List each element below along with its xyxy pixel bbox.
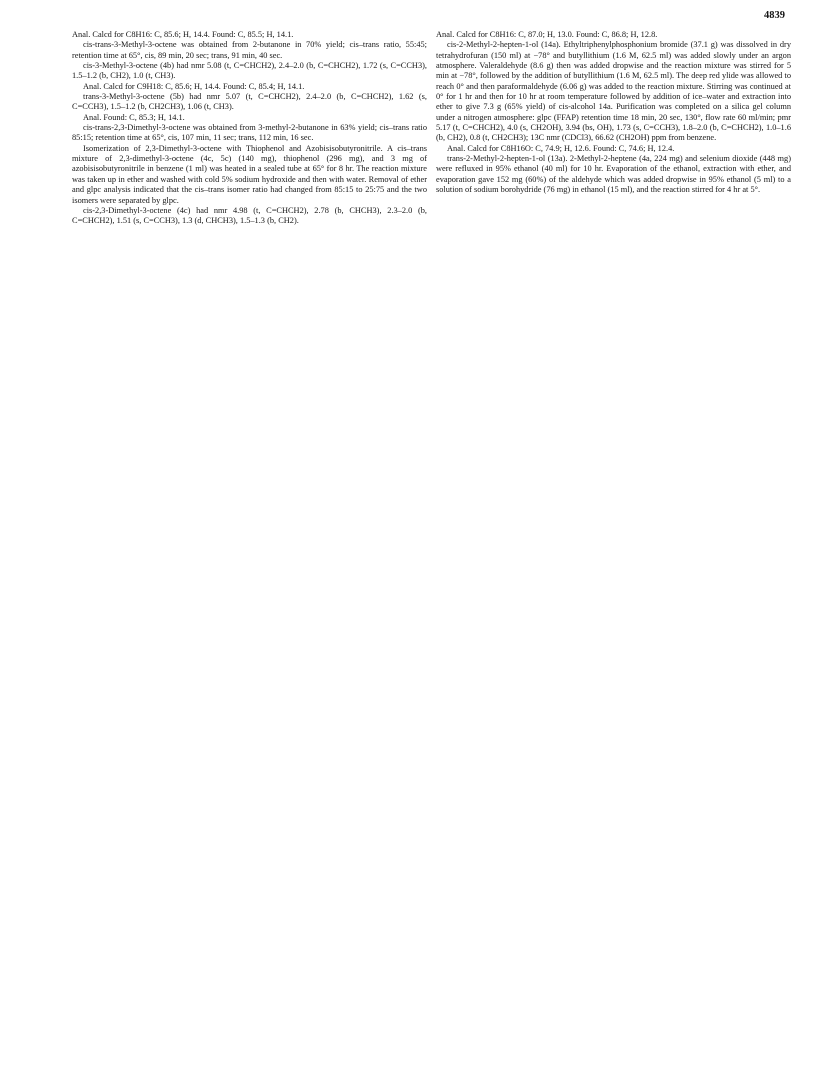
- paragraph: cis-3-Methyl-3-octene (4b) had nmr 5.08 (t, C=CHCH2), 2.4–2.0 (b, C=CHCH2), 1.72 (s, C=CCH3), 1.5–1.2 (b, CH2), 1.0 (t, CH3).: [72, 61, 427, 81]
- page-number: 4839: [764, 10, 785, 21]
- paragraph: Anal. Calcd for C8H16: C, 85.6; H, 14.4. Found: C, 85.5; H, 14.1.: [72, 30, 294, 39]
- paragraph: cis-2,3-Dimethyl-3-octene (4c) had nmr 4.98 (t, C=CHCH2), 2.78 (b, CHCH3), 2.3–2.0 (b, C=CHCH2), 1.51 (s, C=CCH3), 1.3 (d, CHCH3), 1.5–1.3 (b, CH2).: [72, 205, 427, 226]
- paragraph: cis-trans-3-Methyl-3-octene was obtained from 2-butanone in 70% yield; cis–trans ratio, 55:45; retention time at 65°, cis, 89 min, 20 sec; trans, 91 min, 40 sec.: [72, 40, 427, 60]
- paragraph: cis-trans-2,3-Dimethyl-3-octene was obtained from 3-methyl-2-butanone in 63% yield; cis–trans ratio 85:15; retention time at 65°, cis, 107 min, 11 sec; trans, 112 min, 16 sec.: [72, 123, 427, 143]
- left-column: [72, 30, 427, 227]
- paragraph: Anal. Calcd for C9H18: C, 85.6; H, 14.4. Found: C, 85.4; H, 14.1.: [83, 81, 305, 91]
- paragraph: cis-2-Methyl-2-hepten-1-ol (14a). Ethyltriphenylphosphonium bromide (37.1 g) was dissolved in dry tetrahydrofuran (150 ml) at −78° and butyllithium (1.6 M, 62.5 ml) was added slowly under an argon atmosphere. Valeraldehyde (8.6 g) then was added dropwise and the reaction mixture was stirred for 5 min at −78°, followed by the addition of butyllithium (1.6 M, 62.5 ml). The deep red ylide was allowed to reach 0° and then paraformaldehyde (6.06 g) was added to the reaction mixture. Stirring was continued at 0° for 1 hr and then for 10 hr at room temperature followed by addition of ice–water and extraction into ether to give 7.3 g (65% yield) of cis-alcohol 14a. Purification was completed on a silica gel column under a nitrogen atmosphere: glpc (FFAP) retention time 18 min, 20 sec, 130°, flow rate 60 ml/min; pmr 5.17 (t, C=CHCH2), 4.0 (s, CH2OH), 3.94 (bs, OH), 1.73 (s, C=CCH3), 1.8–2.0 (b, C=CHCH2), 1.0–1.6 (b, CH2), 0.8 (t, CH2CH3); 13C nmr (CDCl3), 66.62 (CH2OH) ppm from benzene.: [436, 40, 791, 143]
- paragraph: Anal. Calcd for C8H16O: C, 74.9; H, 12.6. Found: C, 74.6; H, 12.4.: [447, 143, 675, 153]
- paragraph: Anal. Calcd for C8H16: C, 87.0; H, 13.0. Found: C, 86.8; H, 12.8.: [436, 30, 658, 39]
- paragraph: Isomerization of 2,3-Dimethyl-3-octene with Thiophenol and Azobisisobutyronitrile. A cis–trans mixture of 2,3-dimethyl-3-octene (4c, 5c) (140 mg), thiophenol (296 mg), and 3 mg of azobisisobutyronitrile in benzene (1 ml) was heated in a sealed tube at 65° for 8 hr. The reaction mixture was taken up in ether and washed with cold 5% sodium hydroxide and then with water. Removal of ether and glpc analysis indicated that the cis–trans isomer ratio had changed from 85:15 to 25:75 and the two isomers were separated by glpc.: [72, 143, 427, 205]
- paragraph: Anal. Found: C, 85.3; H, 14.1.: [83, 112, 185, 122]
- paragraph: trans-2-Methyl-2-hepten-1-ol (13a). 2-Methyl-2-heptene (4a, 224 mg) and selenium dioxide (448 mg) were refluxed in 95% ethanol (40 ml) for 10 hr. Evaporation of the ethanol, extraction with ether, and evaporation gave 152 mg (60%) of the aldehyde which was added dropwise in 95% ethanol (5 ml) to a solution of sodium borohydride (76 mg) in ethanol (15 ml), and the reaction stirred for 4 hr at 5°.: [436, 154, 791, 195]
- right-column: [436, 30, 791, 196]
- paragraph: trans-3-Methyl-3-octene (5b) had nmr 5.07 (t, C=CHCH2), 2.4–2.0 (b, C=CHCH2), 1.62 (s, C=CCH3), 1.5–1.2 (b, CH2CH3), 1.06 (t, CH3).: [72, 92, 427, 112]
